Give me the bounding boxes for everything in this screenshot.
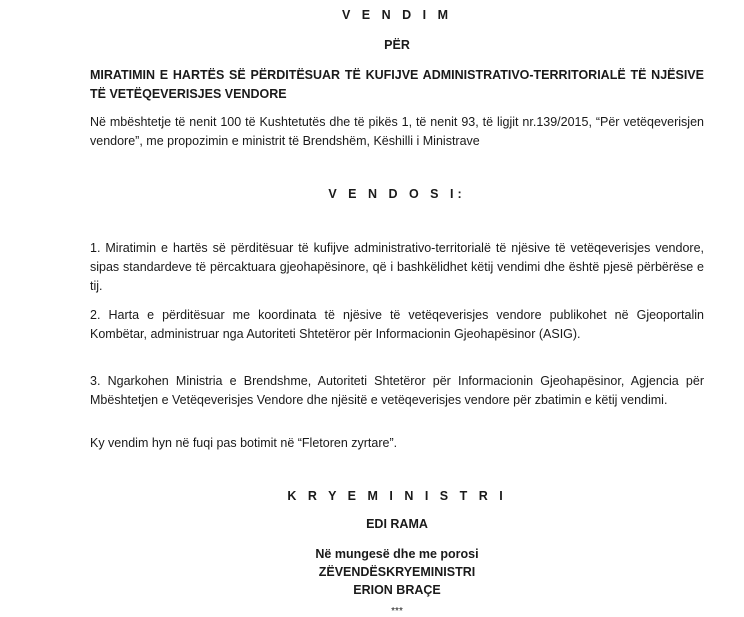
preamble-paragraph: Në mbështetje të nenit 100 të Kushtetutës dhe të pikës 1, të nenit 93, të ligjit nr.139/2015, “Për vetëqeverisjen vendore”, me propozimin e ministrit të Brendshëm, Këshilli i Ministrave	[90, 115, 704, 148]
absence-note: Në mungesë dhe me porosi	[315, 547, 479, 561]
document-per: PËR	[384, 38, 410, 52]
document-subject: MIRATIMIN E HARTËS SË PËRDITËSUAR TË KUFIJVE ADMINISTRATIVO-TERRITORIALË TË NJËSIVE TË VETËQEVERISJES VENDORE	[90, 68, 704, 101]
separator-asterisks: ***	[391, 606, 403, 617]
decision-point-3: 3. Ngarkohen Ministria e Brendshme, Autoriteti Shtetëror për Informacionin Gjeohapësinor, Agjencia për Mbështetjen e Vetëqeverisjes Vendore dhe njësitë e vetëqeverisjes vendore për zbatimin e këtij vendimi.	[90, 374, 704, 407]
deputy-name: ERION BRAÇE	[353, 583, 441, 597]
signature-name: EDI RAMA	[366, 517, 428, 531]
decides-heading: V E N D O S I:	[328, 187, 466, 201]
signature-title: K R Y E M I N I S T R I	[287, 489, 507, 503]
decision-point-2: 2. Harta e përditësuar me koordinata të njësive të vetëqeverisjes vendore publikohet në Gjeoportalin Kombëtar, administruar nga Autoriteti Shtetëror për Informacionin Gjeohapësinor (ASIG).	[90, 308, 704, 341]
closing-paragraph: Ky vendim hyn në fuqi pas botimit në “Fletoren zyrtare”.	[90, 436, 398, 450]
document-title: V E N D I M	[342, 8, 452, 22]
deputy-title: ZËVENDËSKRYEMINISTRI	[318, 565, 476, 579]
decision-point-1: 1. Miratimin e hartës së përditësuar të kufijve administrativo-territorialë të njësive të vetëqeverisjes vendore, sipas standardeve të përcaktuara gjeohapësinore, që i bashkëlidhet këtij vendimi dhe është pjesë përbërëse e tij.	[90, 241, 704, 293]
